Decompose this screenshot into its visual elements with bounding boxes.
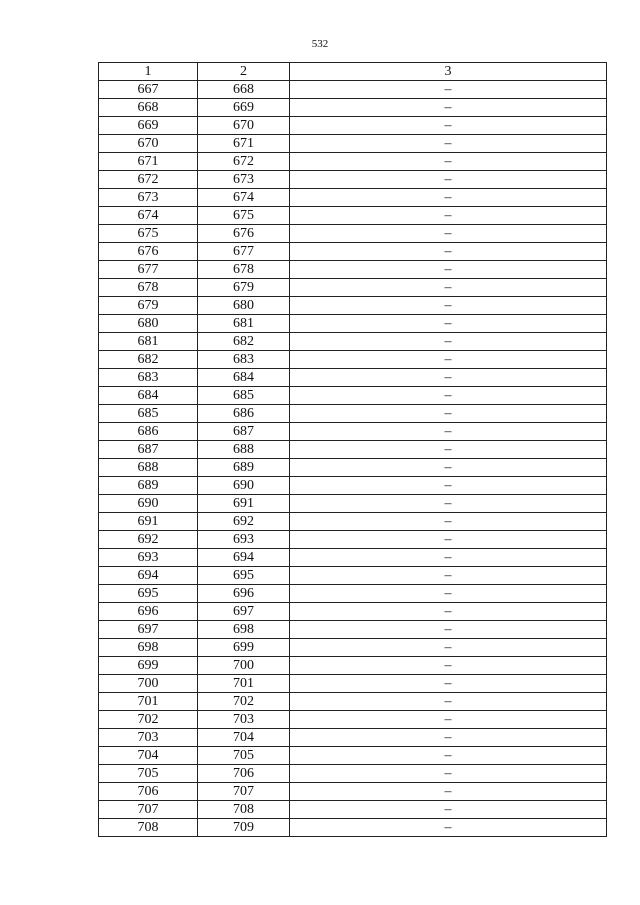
table-cell-col-3: – [290, 81, 607, 99]
table-row [99, 477, 607, 495]
table-row [99, 765, 607, 783]
table-cell-col-2: 698 [198, 621, 290, 639]
table-cell-col-1: 674 [99, 207, 198, 225]
table-cell-col-2: 680 [198, 297, 290, 315]
table-cell-col-2: 672 [198, 153, 290, 171]
table-cell-col-3: – [290, 99, 607, 117]
table-cell-col-1: 678 [99, 279, 198, 297]
data-table [98, 62, 607, 837]
table-cell-col-1: 671 [99, 153, 198, 171]
table-row [99, 423, 607, 441]
table-cell-col-3: – [290, 783, 607, 801]
table-cell-col-3: – [290, 675, 607, 693]
table-cell-col-2: 673 [198, 171, 290, 189]
table-cell-col-1: 700 [99, 675, 198, 693]
table-cell-col-3: – [290, 243, 607, 261]
table-row [99, 279, 607, 297]
table-cell-col-3: – [290, 261, 607, 279]
table-row [99, 729, 607, 747]
table-cell-col-3: – [290, 567, 607, 585]
table-cell-col-3: – [290, 369, 607, 387]
table-cell-col-3: – [290, 657, 607, 675]
table-row [99, 801, 607, 819]
table-cell-col-2: 704 [198, 729, 290, 747]
table-cell-col-2: 705 [198, 747, 290, 765]
table-row [99, 585, 607, 603]
table-cell-col-1: 702 [99, 711, 198, 729]
table-row [99, 369, 607, 387]
table-cell-col-1: 684 [99, 387, 198, 405]
table-row [99, 225, 607, 243]
table-row [99, 639, 607, 657]
table-cell-col-3: – [290, 333, 607, 351]
table-row [99, 567, 607, 585]
table-row [99, 315, 607, 333]
table-cell-col-2: 692 [198, 513, 290, 531]
table-cell-col-3: – [290, 603, 607, 621]
table-cell-col-3: – [290, 747, 607, 765]
table-cell-col-2: 708 [198, 801, 290, 819]
table-cell-col-1: 707 [99, 801, 198, 819]
table-cell-col-1: 688 [99, 459, 198, 477]
table-cell-col-2: 702 [198, 693, 290, 711]
table-row [99, 243, 607, 261]
table-cell-col-3: – [290, 459, 607, 477]
table-row [99, 333, 607, 351]
table-cell-col-1: 690 [99, 495, 198, 513]
table-cell-col-2: 709 [198, 819, 290, 837]
table-cell-col-2: 675 [198, 207, 290, 225]
table-cell-col-3: – [290, 315, 607, 333]
table-cell-col-3: – [290, 297, 607, 315]
table-cell-col-2: 674 [198, 189, 290, 207]
table-cell-col-1: 668 [99, 99, 198, 117]
table-cell-col-1: 672 [99, 171, 198, 189]
table-cell-col-3: – [290, 117, 607, 135]
table-cell-col-3: – [290, 351, 607, 369]
table-cell-col-3: – [290, 513, 607, 531]
table-cell-col-2: 684 [198, 369, 290, 387]
table-row [99, 693, 607, 711]
table-cell-col-2: 670 [198, 117, 290, 135]
table-cell-col-3: – [290, 819, 607, 837]
table-cell-col-1: 683 [99, 369, 198, 387]
table-cell-col-1: 675 [99, 225, 198, 243]
table-cell-col-1: 667 [99, 81, 198, 99]
table-row [99, 207, 607, 225]
table-cell-col-3: – [290, 135, 607, 153]
table-cell-col-2: 689 [198, 459, 290, 477]
table-cell-col-2: 687 [198, 423, 290, 441]
table-cell-col-1: 676 [99, 243, 198, 261]
table-cell-col-2: 681 [198, 315, 290, 333]
table-row [99, 441, 607, 459]
table-cell-col-3: – [290, 765, 607, 783]
table-cell-col-3: – [290, 405, 607, 423]
table-row [99, 747, 607, 765]
table-cell-col-1: 706 [99, 783, 198, 801]
table-row [99, 81, 607, 99]
table-cell-col-1: 708 [99, 819, 198, 837]
table-cell-col-2: 679 [198, 279, 290, 297]
table-cell-col-1: 695 [99, 585, 198, 603]
table-cell-col-2: 686 [198, 405, 290, 423]
table-cell-col-2: 707 [198, 783, 290, 801]
table-row [99, 171, 607, 189]
table-cell-col-1: 682 [99, 351, 198, 369]
table-cell-col-1: 681 [99, 333, 198, 351]
table-cell-col-1: 689 [99, 477, 198, 495]
table-cell-col-3: – [290, 729, 607, 747]
table-cell-col-2: 695 [198, 567, 290, 585]
table-cell-col-2: 700 [198, 657, 290, 675]
table-row [99, 387, 607, 405]
table-cell-col-3: – [290, 279, 607, 297]
table-cell-col-2: 693 [198, 531, 290, 549]
table-cell-col-1: 686 [99, 423, 198, 441]
table-cell-col-3: – [290, 549, 607, 567]
table-cell-col-3: – [290, 171, 607, 189]
column-header-3: 3 [290, 63, 607, 81]
table-cell-col-1: 670 [99, 135, 198, 153]
column-header-2: 2 [198, 63, 290, 81]
table-row [99, 531, 607, 549]
table-cell-col-3: – [290, 585, 607, 603]
table-cell-col-1: 685 [99, 405, 198, 423]
table-cell-col-3: – [290, 495, 607, 513]
table-row [99, 99, 607, 117]
table-cell-col-3: – [290, 693, 607, 711]
table-row [99, 513, 607, 531]
table-cell-col-3: – [290, 207, 607, 225]
table-cell-col-2: 682 [198, 333, 290, 351]
column-header-1: 1 [99, 63, 198, 81]
table-row [99, 189, 607, 207]
table-cell-col-2: 688 [198, 441, 290, 459]
table-cell-col-1: 704 [99, 747, 198, 765]
table-row [99, 405, 607, 423]
table-cell-col-2: 668 [198, 81, 290, 99]
table-row [99, 135, 607, 153]
table-cell-col-2: 685 [198, 387, 290, 405]
header-row [99, 63, 607, 81]
table-cell-col-2: 669 [198, 99, 290, 117]
table-body [99, 81, 607, 837]
table-cell-col-2: 701 [198, 675, 290, 693]
table-row [99, 711, 607, 729]
table-row [99, 819, 607, 837]
table-cell-col-2: 678 [198, 261, 290, 279]
table-row [99, 351, 607, 369]
table-cell-col-1: 699 [99, 657, 198, 675]
table-cell-col-1: 698 [99, 639, 198, 657]
table-cell-col-2: 690 [198, 477, 290, 495]
table-row [99, 603, 607, 621]
table-cell-col-1: 694 [99, 567, 198, 585]
table-cell-col-1: 697 [99, 621, 198, 639]
table-cell-col-1: 705 [99, 765, 198, 783]
table-cell-col-1: 687 [99, 441, 198, 459]
table-cell-col-3: – [290, 387, 607, 405]
table-cell-col-1: 680 [99, 315, 198, 333]
table-row [99, 261, 607, 279]
table-cell-col-2: 699 [198, 639, 290, 657]
table-cell-col-3: – [290, 153, 607, 171]
table-row [99, 657, 607, 675]
page-number: 532 [311, 38, 329, 50]
table-row [99, 495, 607, 513]
table-cell-col-2: 696 [198, 585, 290, 603]
table-cell-col-3: – [290, 801, 607, 819]
table-row [99, 153, 607, 171]
table-row [99, 675, 607, 693]
table-cell-col-2: 691 [198, 495, 290, 513]
table-cell-col-1: 693 [99, 549, 198, 567]
table-cell-col-1: 701 [99, 693, 198, 711]
table-cell-col-1: 673 [99, 189, 198, 207]
table-cell-col-1: 692 [99, 531, 198, 549]
table-cell-col-2: 671 [198, 135, 290, 153]
table-cell-col-1: 696 [99, 603, 198, 621]
table-cell-col-2: 694 [198, 549, 290, 567]
table-cell-col-1: 677 [99, 261, 198, 279]
table-row [99, 459, 607, 477]
table-cell-col-3: – [290, 441, 607, 459]
table-cell-col-3: – [290, 639, 607, 657]
table-row [99, 621, 607, 639]
table-row [99, 549, 607, 567]
table-row [99, 783, 607, 801]
table-cell-col-2: 676 [198, 225, 290, 243]
table-cell-col-3: – [290, 711, 607, 729]
table-row [99, 297, 607, 315]
table-cell-col-2: 677 [198, 243, 290, 261]
table-cell-col-3: – [290, 621, 607, 639]
table-cell-col-2: 697 [198, 603, 290, 621]
table-cell-col-3: – [290, 531, 607, 549]
table-cell-col-1: 679 [99, 297, 198, 315]
table-cell-col-3: – [290, 225, 607, 243]
table-cell-col-3: – [290, 423, 607, 441]
table-row [99, 117, 607, 135]
table-cell-col-1: 669 [99, 117, 198, 135]
table-cell-col-2: 703 [198, 711, 290, 729]
table-cell-col-3: – [290, 477, 607, 495]
table-cell-col-3: – [290, 189, 607, 207]
table-cell-col-2: 706 [198, 765, 290, 783]
table-cell-col-1: 703 [99, 729, 198, 747]
table-cell-col-1: 691 [99, 513, 198, 531]
table-cell-col-2: 683 [198, 351, 290, 369]
